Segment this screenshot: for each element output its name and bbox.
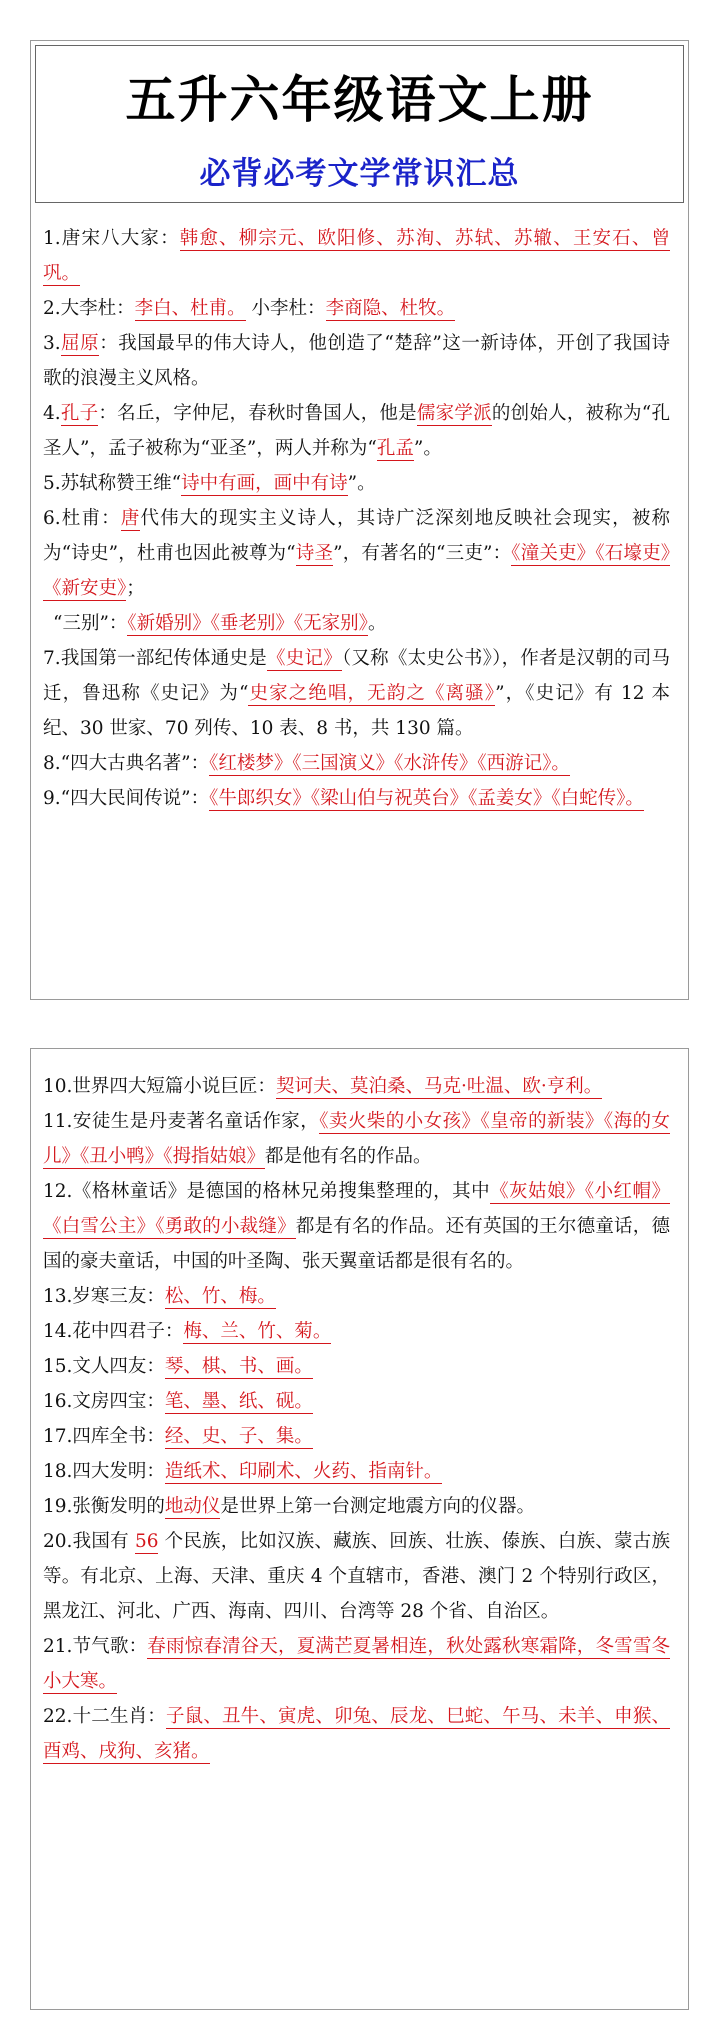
list-item [43,781,670,816]
list-item [43,606,670,641]
item-text: 9.“四大民间传说”： [43,788,210,809]
list-item [43,466,670,501]
list-item [43,1279,670,1314]
highlighted-answer: 诗中有画，画中有诗 [181,473,348,494]
item-text: （又称《太史公书》），作者是汉朝的司马迁，鲁迅称《史记》为“ [43,648,670,704]
highlighted-answer: 梅、兰、竹、菊。 [183,1321,332,1342]
list-item [43,221,670,291]
item-text: 小李杜： [245,298,326,319]
item-text: 。 [367,613,387,634]
item-text: ：我国最早的伟大诗人，他创造了“楚辞”这一新诗体，开创了我国诗歌的浪漫主义风格。 [43,333,670,389]
item-text: 6.杜甫： [43,508,121,529]
item-text: 16.文房四宝： [43,1391,165,1412]
item-text: ”，有著名的“三吏”： [333,543,512,564]
page-title: 五升六年级语文上册 [125,71,594,129]
list-item [43,641,670,746]
highlighted-answer: 56 [134,1531,159,1552]
highlighted-answer: 史家之绝唱，无韵之《离骚》 [248,683,496,704]
highlighted-answer: 《灰姑娘》《小红帽》《白雪公主》《勇敢的小裁缝》 [43,1181,670,1237]
highlighted-answer: 唐 [120,508,141,529]
list-item [43,1174,670,1279]
highlighted-answer: 地动仪 [164,1496,221,1517]
item-text: 2.大李杜： [43,298,135,319]
item-text: 4. [43,403,61,424]
item-text: ”。 [347,473,376,494]
card-top [30,40,689,1000]
list-item [43,1629,670,1699]
item-text: ”。 [413,438,442,459]
list-item [43,1419,670,1454]
item-text: 19.张衡发明的 [43,1496,165,1517]
knowledge-list-part2 [31,1049,688,1769]
list-item [43,1314,670,1349]
list-item [43,326,670,396]
highlighted-answer: 春雨惊春清谷天，夏满芒夏暑相连，秋处露秋寒霜降，冬雪雪冬小大寒。 [43,1636,670,1692]
item-text: 的创始人，被称为“孔圣人”，孟子被称为“亚圣”，两人并称为“ [43,403,670,459]
list-item [43,1349,670,1384]
list-item [43,501,670,606]
highlighted-answer: 经、史、子、集。 [164,1426,313,1447]
list-item [43,1454,670,1489]
highlighted-answer: 子鼠、丑牛、寅虎、卯兔、辰龙、巳蛇、午马、未羊、申猴、酉鸡、戌狗、亥猪。 [43,1706,670,1762]
item-text: 个民族，比如汉族、藏族、回族、壮族、傣族、白族、蒙古族等。有北京、上海、天津、重庆 4 个直辖市，香港、澳门 2 个特别行政区，黑龙江、河北、广西、海南、四川、台湾等 28 个省、自治区。 [43,1531,670,1622]
item-text: 11.安徒生是丹麦著名童话作家， [43,1111,320,1132]
highlighted-answer: 契诃夫、莫泊桑、马克·吐温、欧·亨利。 [275,1076,603,1097]
highlighted-answer: 造纸术、印刷术、火药、指南针。 [164,1461,443,1482]
item-text: 17.四库全书： [43,1426,165,1447]
item-text: “三别”： [53,613,128,634]
highlighted-answer: 孔子 [60,403,99,424]
item-text: 18.四大发明： [43,1461,165,1482]
item-text: 5.苏轼称赞王维“ [43,473,182,494]
item-text: ”，《史记》有 12 本纪、30 世家、70 列传、10 表、8 书，共 130 篇。 [43,683,670,739]
item-text: 14.花中四君子： [43,1321,184,1342]
highlighted-answer: 《红楼梦》《三国演义》《水浒传》《西游记》。 [209,753,570,774]
item-text: ：名丘，字仲尼，春秋时鲁国人，他是 [98,403,417,424]
item-text: 21.节气歌： [43,1636,148,1657]
item-text: 12.《格林童话》是德国的格林兄弟搜集整理的，其中 [43,1181,491,1202]
highlighted-answer: 诗圣 [295,543,334,564]
highlighted-answer: 《卖火柴的小女孩》《皇帝的新装》《海的女儿》《丑小鸭》《拇指姑娘》 [43,1111,670,1167]
knowledge-list-part1 [31,203,688,816]
list-item [43,291,670,326]
list-item [43,746,670,781]
highlighted-answer: 孔孟 [376,438,414,459]
item-text: 13.岁寒三友： [43,1286,165,1307]
highlighted-answer: 笔、墨、纸、砚。 [164,1391,313,1412]
item-text: 都是有名的作品。还有英国的王尔德童话，德国的豪夫童话，中国的叶圣陶、张天翼童话都是很有名的。 [43,1216,670,1272]
title-box [35,45,684,203]
highlighted-answer: 《牛郎织女》《梁山伯与祝英台》《孟姜女》《白蛇传》。 [209,788,644,809]
item-text: 代伟大的现实主义诗人，其诗广泛深刻地反映社会现实，被称为“诗史”，杜甫也因此被尊为“ [43,508,670,564]
item-text: 3. [43,333,61,354]
highlighted-answer: 儒家学派 [416,403,492,424]
list-item [43,1524,670,1629]
list-item [43,396,670,466]
item-text: 10.世界四大短篇小说巨匠： [43,1076,276,1097]
item-text: 都是他有名的作品。 [265,1146,432,1167]
item-text: 20.我国有 [43,1531,135,1552]
list-item [43,1699,670,1769]
list-item [43,1489,670,1524]
highlighted-answer: 松、竹、梅。 [164,1286,276,1307]
item-text: 是世界上第一台测定地震方向的仪器。 [220,1496,535,1517]
item-text: 7.我国第一部纪传体通史是 [43,648,267,669]
list-item [43,1384,670,1419]
highlighted-answer: 《史记》 [267,648,342,669]
item-text: 22.十二生肖： [43,1706,166,1727]
list-item [43,1104,670,1174]
list-item [43,1069,670,1104]
highlighted-answer: 《潼关吏》《石壕吏》《新安吏》 [43,543,670,599]
highlighted-answer: 屈原 [60,333,100,354]
highlighted-answer: 韩愈、柳宗元、欧阳修、苏洵、苏轼、苏辙、王安石、曾巩。 [43,228,670,284]
page-subtitle: 必背必考文学常识汇总 [199,156,520,192]
highlighted-answer: 李白、杜甫。 [134,298,246,319]
highlighted-answer: 琴、棋、书、画。 [164,1356,313,1377]
item-text: ； [126,578,145,599]
item-text: 1.唐宋八大家： [43,228,180,249]
highlighted-answer: 《新婚别》《垂老别》《无家别》 [127,613,368,634]
highlighted-answer: 李商隐、杜牧。 [325,298,456,319]
card-bottom [30,1048,689,2010]
item-text: 15.文人四友： [43,1356,165,1377]
item-text: 8.“四大古典名著”： [43,753,210,774]
